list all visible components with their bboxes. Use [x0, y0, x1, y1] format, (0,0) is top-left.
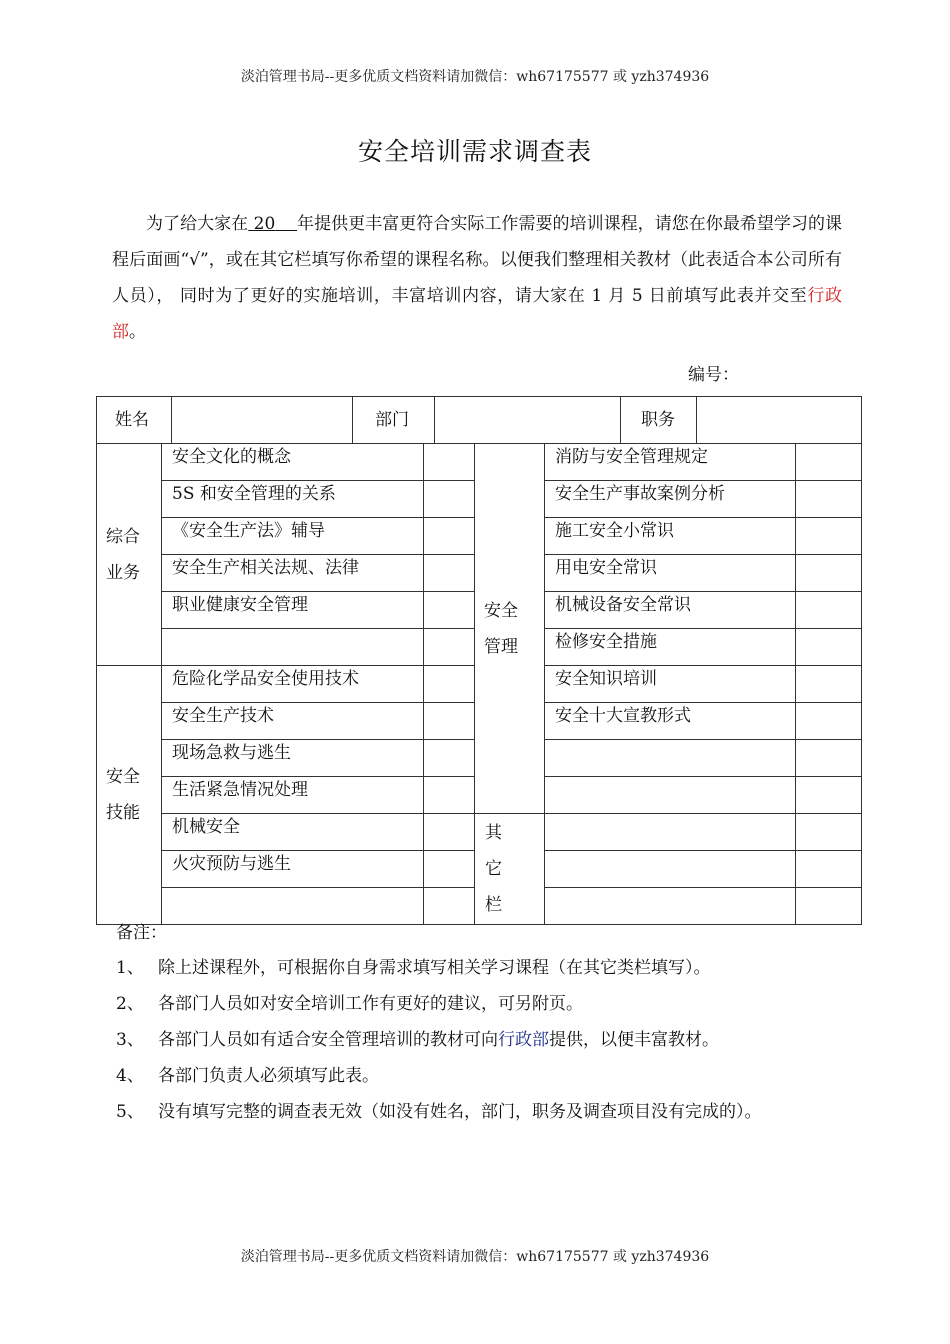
course-name: 危险化学品安全使用技术	[172, 669, 359, 689]
course-name: 安全生产相关法规、法律	[172, 558, 359, 578]
course-name: 《安全生产法》辅导	[172, 521, 325, 541]
name-field[interactable]	[171, 397, 352, 443]
course-name: 机械安全	[172, 817, 240, 837]
course-name: 安全生产技术	[172, 706, 274, 726]
check-box-cell[interactable]	[796, 592, 862, 629]
admin-dept-link: 行政部	[498, 1030, 549, 1050]
note-text: 没有填写完整的调查表无效（如没有姓名，部门，职务及调查项目没有完成的）。	[158, 1102, 762, 1122]
check-box-cell[interactable]	[796, 814, 862, 851]
document-title: 安全培训需求调查表	[357, 137, 592, 166]
notes-label: 备注：	[116, 923, 167, 943]
note-text: 各部门负责人必须填写此表。	[158, 1066, 379, 1086]
position-label: 职务	[620, 397, 696, 443]
page-header: 淡泊管理书局--更多优质文档资料请加微信：wh67175577 或 yzh374936	[240, 69, 710, 85]
note-item: 5、 没有填写完整的调查表无效（如没有姓名，部门，职务及调查项目没有完成的）。	[116, 1102, 762, 1122]
check-box-cell[interactable]	[423, 444, 474, 480]
notes-section	[116, 918, 762, 1130]
note-item: 1、 除上述课程外，可根据你自身需求填写相关学习课程（在其它类栏填写）。	[116, 958, 711, 978]
course-name: 用电安全常识	[545, 555, 796, 592]
course-name: 5S 和安全管理的关系	[172, 484, 336, 504]
check-box-cell[interactable]	[423, 518, 474, 554]
course-name: 消防与安全管理规定	[545, 444, 796, 481]
name-label: 姓名	[115, 410, 149, 430]
note-text: 除上述课程外，可根据你自身需求填写相关学习课程（在其它类栏填写）。	[158, 958, 711, 978]
check-box-cell[interactable]	[423, 592, 474, 628]
check-box-cell[interactable]	[423, 666, 474, 702]
course-name: 检修安全措施	[545, 629, 796, 666]
intro-text-end: 。	[129, 322, 146, 342]
check-box-cell[interactable]	[796, 555, 862, 592]
table-row	[97, 814, 862, 851]
check-box-cell[interactable]	[423, 851, 474, 887]
category-general: 综合业务	[97, 444, 162, 666]
category-skills: 安全技能	[97, 666, 162, 925]
check-box-cell[interactable]	[423, 703, 474, 739]
check-box-cell[interactable]	[796, 777, 862, 814]
check-box-cell[interactable]	[423, 555, 474, 591]
intro-paragraph	[112, 206, 842, 350]
course-grid	[96, 396, 862, 925]
check-box-cell[interactable]	[796, 888, 862, 925]
check-box-cell[interactable]	[796, 851, 862, 888]
course-name: 职业健康安全管理	[172, 595, 308, 615]
year-blank: 20	[253, 214, 276, 234]
check-box-cell[interactable]	[796, 481, 862, 518]
dept-label: 部门	[352, 397, 434, 443]
check-box-cell[interactable]	[796, 444, 862, 481]
check-box-cell[interactable]	[423, 740, 474, 776]
course-name: 现场急救与逃生	[172, 743, 291, 763]
category-management: 安全管理	[475, 444, 545, 814]
course-name: 生活紧急情况处理	[172, 780, 308, 800]
category-other: 其 它栏	[475, 814, 545, 925]
course-name	[545, 740, 796, 777]
check-box-cell[interactable]	[423, 629, 474, 665]
check-box-cell[interactable]	[423, 814, 474, 850]
note-item: 4、 各部门负责人必须填写此表。	[116, 1066, 379, 1086]
course-name[interactable]	[545, 851, 796, 888]
course-name[interactable]	[545, 814, 796, 851]
check-box-cell[interactable]	[423, 481, 474, 517]
note-item: 2、 各部门人员如对安全培训工作有更好的建议，可另附页。	[116, 994, 583, 1014]
intro-text-2: 年提供更丰富更符合实际工作需要的培训课程，请您在你最希望学习的课程后面画“√”，或在其它栏填写你希望的课程名称。以便我们整理相关教材（此表适合本公司所有人员）， 同时为了更好的实施培训，丰富培训内容，请大家在 1 月 5 日前填写此表并交至	[112, 214, 843, 306]
note-text: 各部门人员如有适合安全管理培训的教材可向	[158, 1030, 498, 1050]
course-name: 火灾预防与逃生	[172, 854, 291, 874]
serial-number-label: 编号：	[688, 365, 739, 385]
check-box-cell[interactable]	[796, 740, 862, 777]
admin-dept-text: 行政部	[112, 286, 842, 342]
course-name: 安全生产事故案例分析	[545, 481, 796, 518]
note-item: 3、 各部门人员如有适合安全管理培训的教材可向行政部提供，以便丰富教材。	[116, 1030, 719, 1050]
info-row	[97, 397, 862, 444]
check-box-cell[interactable]	[796, 518, 862, 555]
check-box-cell[interactable]	[423, 777, 474, 813]
table-row	[97, 444, 862, 481]
check-box-cell[interactable]	[796, 629, 862, 666]
note-text: 各部门人员如对安全培训工作有更好的建议，可另附页。	[158, 994, 583, 1014]
position-field[interactable]	[696, 397, 861, 443]
dept-field[interactable]	[434, 397, 620, 443]
course-name	[162, 629, 423, 665]
check-box-cell[interactable]	[796, 703, 862, 740]
course-name: 施工安全小常识	[545, 518, 796, 555]
note-text: 提供，以便丰富教材。	[549, 1030, 719, 1050]
intro-text-1: 为了给大家在	[146, 214, 249, 234]
course-name	[545, 777, 796, 814]
course-name: 机械设备安全常识	[545, 592, 796, 629]
check-box-cell[interactable]	[796, 666, 862, 703]
page-footer: 淡泊管理书局--更多优质文档资料请加微信：wh67175577 或 yzh374936	[240, 1249, 710, 1265]
course-name: 安全知识培训	[545, 666, 796, 703]
course-name: 安全十大宣教形式	[545, 703, 796, 740]
course-name: 安全文化的概念	[172, 447, 291, 467]
